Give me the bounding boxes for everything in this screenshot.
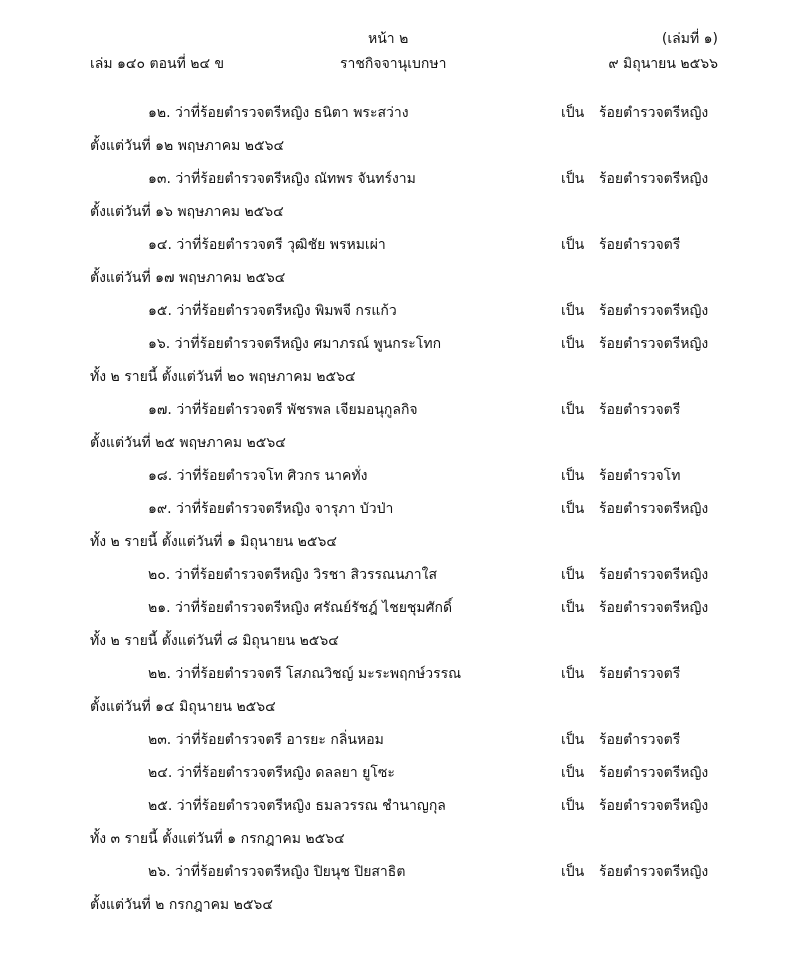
entry-name: ๑๔. ว่าที่ร้อยตำรวจตรี วุฒิชัย พรหมเผ่า [148, 237, 386, 253]
entry-rank: ร้อยตำรวจตรีหญิง [599, 336, 709, 352]
entry-connector: เป็น [561, 171, 585, 187]
entry-name: ๑๙. ว่าที่ร้อยตำรวจตรีหญิง จารุภา บัวป่า [148, 501, 394, 517]
issue-date: ๙ มิถุนายน ๒๕๖๖ [608, 56, 718, 72]
effective-date-line [0, 133, 800, 166]
entry-connector: เป็น [561, 600, 585, 616]
entry-name: ๒๒. ว่าที่ร้อยตำรวจตรี โสภณวิชญ์ มะระพฤกษ์วรรณ [148, 666, 462, 682]
appointment-entry [0, 595, 800, 628]
appointment-entry [0, 298, 800, 331]
entry-connector: เป็น [561, 864, 585, 880]
entry-rank: ร้อยตำรวจตรีหญิง [599, 567, 709, 583]
entry-connector: เป็น [561, 336, 585, 352]
header-top-row [0, 28, 800, 50]
effective-date-line [0, 694, 800, 727]
entry-rank: ร้อยตำรวจตรี [599, 732, 681, 748]
entry-connector: เป็น [561, 468, 585, 484]
entry-connector: เป็น [561, 732, 585, 748]
appointment-entry [0, 166, 800, 199]
entry-connector: เป็น [561, 105, 585, 121]
entry-name: ๑๗. ว่าที่ร้อยตำรวจตรี พัชรพล เจียมอนุกูลกิจ [148, 402, 418, 418]
appointment-entry [0, 232, 800, 265]
book-label: (เล่มที่ ๑) [661, 31, 718, 47]
entry-connector: เป็น [561, 303, 585, 319]
entry-effective-date: ทั้ง ๒ รายนี้ ตั้งแต่วันที่ ๒๐ พฤษภาคม ๒๕๖๔ [90, 369, 356, 385]
entry-name: ๒๐. ว่าที่ร้อยตำรวจตรีหญิง วิรชา สิวรรณนภาใส [148, 567, 438, 583]
appointment-entry [0, 496, 800, 529]
entry-effective-date: ทั้ง ๓ รายนี้ ตั้งแต่วันที่ ๑ กรกฎาคม ๒๕๖๔ [90, 831, 345, 847]
appointment-entry [0, 859, 800, 892]
effective-date-line [0, 199, 800, 232]
entry-name: ๒๓. ว่าที่ร้อยตำรวจตรี อารยะ กลิ่นหอม [148, 732, 384, 748]
appointment-entry [0, 793, 800, 826]
entry-name: ๑๕. ว่าที่ร้อยตำรวจตรีหญิง พิมพจี กรแก้ว [148, 303, 397, 319]
entry-name: ๑๒. ว่าที่ร้อยตำรวจตรีหญิง ธนิตา พระสว่าง [148, 105, 409, 121]
entry-rank: ร้อยตำรวจตรีหญิง [599, 303, 709, 319]
effective-date-line [0, 826, 800, 859]
entry-rank: ร้อยตำรวจโท [599, 468, 681, 484]
effective-date-line [0, 265, 800, 298]
header-bottom-row [0, 53, 800, 75]
effective-date-line [0, 892, 800, 925]
entry-rank: ร้อยตำรวจตรี [599, 237, 681, 253]
appointment-entry [0, 331, 800, 364]
entry-connector: เป็น [561, 567, 585, 583]
entry-effective-date: ทั้ง ๒ รายนี้ ตั้งแต่วันที่ ๘ มิถุนายน ๒๕๖๔ [90, 633, 339, 649]
gazette-name: ราชกิจจานุเบกษา [340, 56, 447, 72]
entry-rank: ร้อยตำรวจตรีหญิง [599, 798, 709, 814]
entry-rank: ร้อยตำรวจตรีหญิง [599, 171, 709, 187]
entry-name: ๒๑. ว่าที่ร้อยตำรวจตรีหญิง ศรัณย์รัชฎ์ ไชยชุมศักดิ์ [148, 600, 453, 616]
appointment-entry [0, 760, 800, 793]
entry-effective-date: ตั้งแต่วันที่ ๑๗ พฤษภาคม ๒๕๖๔ [90, 270, 286, 286]
appointment-entry [0, 463, 800, 496]
entry-effective-date: ตั้งแต่วันที่ ๑๖ พฤษภาคม ๒๕๖๔ [90, 204, 284, 220]
entry-rank: ร้อยตำรวจตรีหญิง [599, 501, 709, 517]
effective-date-line [0, 628, 800, 661]
entry-rank: ร้อยตำรวจตรีหญิง [599, 105, 709, 121]
entry-connector: เป็น [561, 666, 585, 682]
appointment-list [0, 100, 800, 925]
effective-date-line [0, 529, 800, 562]
entry-name: ๑๓. ว่าที่ร้อยตำรวจตรีหญิง ณัทพร จันทร์งาม [148, 171, 416, 187]
page-number: หน้า ๒ [368, 31, 409, 47]
effective-date-line [0, 430, 800, 463]
entry-rank: ร้อยตำรวจตรีหญิง [599, 864, 709, 880]
entry-effective-date: ตั้งแต่วันที่ ๑๒ พฤษภาคม ๒๕๖๔ [90, 138, 285, 154]
entry-effective-date: ทั้ง ๒ รายนี้ ตั้งแต่วันที่ ๑ มิถุนายน ๒๕๖๔ [90, 534, 337, 550]
entry-connector: เป็น [561, 798, 585, 814]
entry-name: ๑๘. ว่าที่ร้อยตำรวจโท ศิวกร นาคทั่ง [148, 468, 368, 484]
appointment-entry [0, 727, 800, 760]
entry-rank: ร้อยตำรวจตรีหญิง [599, 600, 709, 616]
effective-date-line [0, 364, 800, 397]
entry-connector: เป็น [561, 402, 585, 418]
entry-name: ๒๔. ว่าที่ร้อยตำรวจตรีหญิง ดลลยา ยูโซะ [148, 765, 395, 781]
entry-rank: ร้อยตำรวจตรี [599, 402, 681, 418]
entry-name: ๒๖. ว่าที่ร้อยตำรวจตรีหญิง ปิยนุช ปิยสาธิต [148, 864, 406, 880]
entry-rank: ร้อยตำรวจตรี [599, 666, 681, 682]
appointment-entry [0, 100, 800, 133]
entry-effective-date: ตั้งแต่วันที่ ๒๕ พฤษภาคม ๒๕๖๔ [90, 435, 286, 451]
entry-effective-date: ตั้งแต่วันที่ ๑๔ มิถุนายน ๒๕๖๔ [90, 699, 276, 715]
entry-connector: เป็น [561, 501, 585, 517]
appointment-entry [0, 661, 800, 694]
entry-name: ๒๕. ว่าที่ร้อยตำรวจตรีหญิง ธมลวรรณ ชำนาญกุล [148, 798, 446, 814]
entry-effective-date: ตั้งแต่วันที่ ๒ กรกฎาคม ๒๕๖๔ [90, 897, 273, 913]
appointment-entry [0, 397, 800, 430]
entry-rank: ร้อยตำรวจตรีหญิง [599, 765, 709, 781]
entry-connector: เป็น [561, 237, 585, 253]
appointment-entry [0, 562, 800, 595]
entry-connector: เป็น [561, 765, 585, 781]
entry-name: ๑๖. ว่าที่ร้อยตำรวจตรีหญิง ศมาภรณ์ พูนกระโทก [148, 336, 442, 352]
issue-label: เล่ม ๑๔๐ ตอนที่ ๒๔ ข [90, 56, 225, 72]
